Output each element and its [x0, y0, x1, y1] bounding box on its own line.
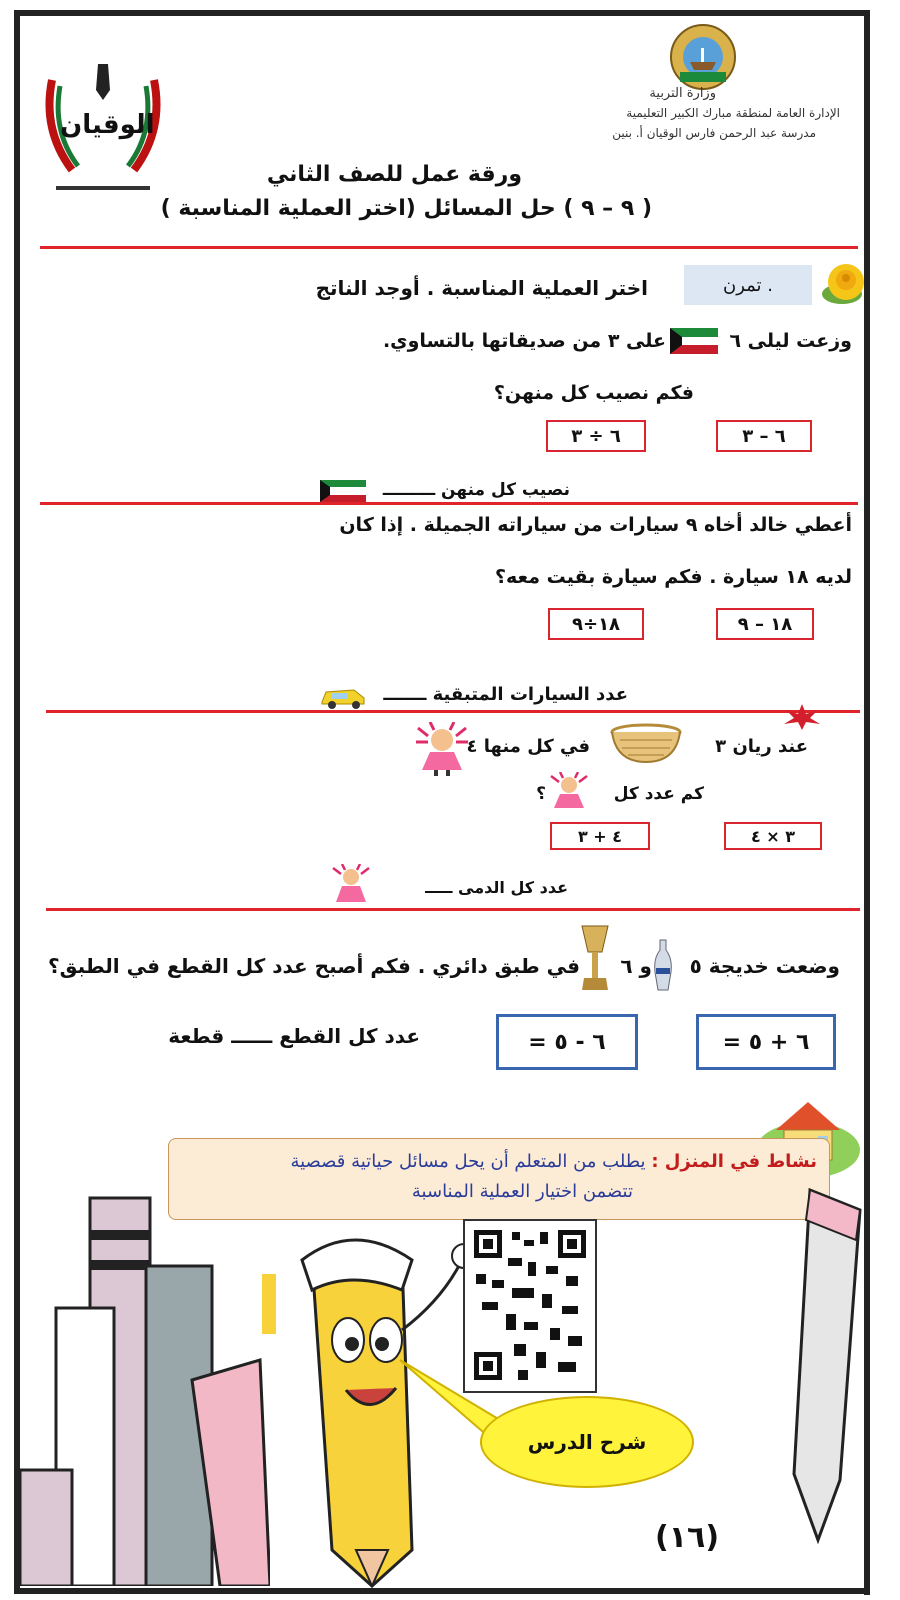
q4-option-addition[interactable]: ٦ + ٥ =: [696, 1014, 836, 1070]
page-number: (١٦): [655, 1520, 720, 1555]
q1-option-division[interactable]: ٦ ÷ ٣: [546, 420, 646, 452]
kuwait-emblem-icon: [668, 22, 738, 92]
ministry-name: وزارة التربية: [649, 86, 716, 101]
divider-rule: [46, 710, 860, 713]
exercise-instruction: اختر العملية المناسبة . أوجد الناتج: [315, 276, 648, 300]
q4-text-middle: و ٦: [620, 954, 652, 978]
divider-rule: [40, 246, 858, 249]
home-activity-label: نشاط في المنزل :: [651, 1151, 817, 1172]
car-icon: [318, 684, 368, 710]
q2-answer-label: عدد السيارات المتبقية ـــــــ: [383, 684, 628, 705]
basket-icon: [608, 722, 684, 766]
pencil-icon: [780, 1180, 866, 1560]
doll-icon: [330, 864, 372, 906]
exercise-label: تمرن .: [684, 265, 812, 305]
red-flower-icon: [782, 704, 822, 730]
q4-text-start: وضعت خديجة ٥: [689, 954, 840, 978]
q2-option-division[interactable]: ١٨÷٩: [548, 608, 644, 640]
doll-icon: [548, 772, 590, 812]
lesson-explanation-bubble: [480, 1396, 694, 1488]
q3-text-middle: في كل منها ٤: [466, 736, 590, 757]
q1-question: فكم نصيب كل منهن؟: [493, 382, 694, 404]
q1-option-subtraction[interactable]: ٦ – ٣: [716, 420, 812, 452]
divider-rule: [40, 502, 858, 505]
vase-icon: [652, 938, 674, 994]
q2-option-subtraction[interactable]: ١٨ – ٩: [716, 608, 814, 640]
q1-text-start: وزعت ليلى ٦: [729, 330, 852, 352]
kuwait-flag-icon: [670, 328, 718, 354]
divider-rule: [46, 908, 860, 911]
q3-answer-label: عدد كل الدمى ـــــ: [425, 878, 568, 897]
school-name: مدرسة عبد الرحمن فارس الوقيان أ. بنين: [612, 126, 816, 140]
kuwait-flag-icon: [320, 480, 366, 502]
logo-text: الوقيان: [60, 110, 155, 140]
q1-answer-label: نصيب كل منهن ـــــــــ: [382, 480, 570, 500]
q1-text-end: على ٣ من صديقاتها بالتساوي.: [382, 330, 666, 352]
q3-question-start: كم عدد كل: [613, 784, 704, 804]
doll-icon: [414, 722, 470, 778]
home-activity-text-2: تتضمن اختيار العملية المناسبة: [411, 1181, 633, 1202]
q4-option-subtraction[interactable]: ٦ - ٥ =: [496, 1014, 638, 1070]
school-logo: [42, 60, 164, 196]
q4-answer-label: عدد كل القطع ــــــ قطعة: [168, 1024, 420, 1048]
q4-text-end: في طبق دائري . فكم أصبح عدد كل القطع في الطبق؟: [48, 954, 580, 978]
q3-text-start: عند ريان ٣: [715, 736, 808, 757]
q2-line2: لديه ١٨ سيارة . فكم سيارة بقيت معه؟: [494, 566, 852, 588]
lesson-explanation-label: شرح الدرس: [527, 1430, 647, 1454]
trophy-icon: [580, 924, 610, 994]
q2-line1: أعطي خالد أخاه ٩ سيارات من سياراته الجميلة . إذا كان: [339, 514, 852, 536]
home-activity-text: يطلب من المتعلم أن يحل مسائل حياتية قصصية: [290, 1151, 646, 1172]
directorate-name: الإدارة العامة لمنطقة مبارك الكبير التعليمية: [626, 106, 840, 120]
books-illustration: [20, 1190, 270, 1586]
worksheet-subtitle: ( ٩ – ٩ ) حل المسائل (اختر العملية المناسبة ): [160, 196, 652, 221]
q3-option-addition[interactable]: ٤ + ٣: [550, 822, 650, 850]
worksheet-title: ورقة عمل للصف الثاني: [266, 162, 522, 187]
q3-question-end: ؟: [536, 784, 546, 804]
q3-option-multiplication[interactable]: ٣ × ٤: [724, 822, 822, 850]
page-border-top: [18, 10, 868, 16]
yellow-rose-icon: [812, 256, 876, 312]
